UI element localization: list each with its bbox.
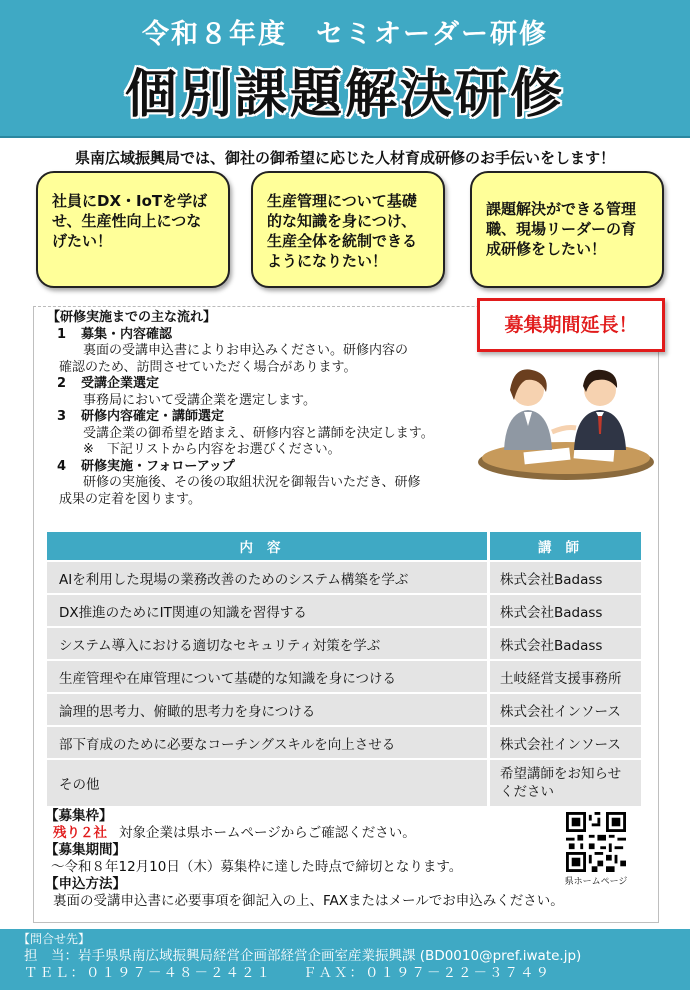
flow-step (47, 409, 487, 426)
flow-step-number: 4 (57, 458, 67, 474)
course-instructor: 株式会社インソース (487, 727, 641, 758)
contact-phone: ＴＥＬ：０１９７－４８－２４２１ ＦＡＸ：０１９７－２２－３７４９ (24, 965, 551, 981)
training-flow (47, 310, 487, 508)
need-bubble-dx: 社員にDX・IoTを学ばせ、生産性向上につなげたい！ (36, 171, 230, 288)
header-subtitle: 令和８年度 セミオーダー研修 (142, 19, 548, 50)
method-text: 裏面の受講申込書に必要事項を御記入の上、FAXまたはメールでお申込みください。 (53, 893, 564, 909)
need-bubble-production: 生産管理について基礎的な知識を身につけ、生産全体を統制できるようになりたい！ (251, 171, 445, 288)
quota-text: 対象企業は県ホームページからご確認ください。 (119, 825, 416, 841)
course-instructor: 土岐経営支援事務所 (487, 661, 641, 692)
flow-step (47, 376, 487, 393)
flow-step-note: ※ 下記リストから内容をお選びください。 (83, 442, 341, 457)
contact-footer (0, 929, 690, 990)
recruitment-info (45, 808, 645, 910)
table-header-content: 内容 (47, 532, 487, 560)
course-content: システム導入における適切なセキュリティ対策を学ぶ (47, 628, 487, 659)
method-heading: 【申込方法】 (45, 876, 126, 892)
flow-step (47, 459, 487, 476)
course-instructor: 株式会社インソース (487, 694, 641, 725)
flow-step-title: 募集・内容確認 (81, 326, 173, 342)
need-bubble-leadership: 課題解決ができる管理職、現場リーダーの育成研修をしたい！ (470, 171, 664, 288)
flow-step-body: 確認のため、訪問させていただく場合があります。 (59, 359, 357, 375)
meeting-illustration (470, 360, 658, 485)
remaining-slots: 残り２社 (53, 825, 107, 841)
quota-line (45, 825, 645, 842)
table-row (47, 562, 641, 593)
course-content: その他 (47, 760, 487, 806)
course-instructor: 希望講師をお知らせください (487, 760, 641, 806)
intro-text: 県南広域振興局では、御社の御希望に応じた人材育成研修のお手伝いをします！ (74, 149, 615, 167)
flow-step-number: 1 (57, 326, 67, 342)
flow-step-number: 2 (57, 376, 67, 391)
table-row (47, 628, 641, 659)
course-table (47, 530, 641, 808)
course-content: AIを利用した現場の業務改善のためのシステム構築を学ぶ (47, 562, 487, 593)
table-header-instructor: 講師 (487, 532, 641, 560)
period-heading: 【募集期間】 (45, 842, 126, 858)
qr-code[interactable] (566, 812, 626, 872)
flow-step-body: 裏面の受講申込書によりお申込みください。研修内容の (83, 343, 409, 358)
course-content: 生産管理や在庫管理について基礎的な知識を身につける (47, 661, 487, 692)
extension-notice: 募集期間延長！ (477, 298, 665, 352)
course-content: 部下育成のために必要なコーチングスキルを向上させる (47, 727, 487, 758)
quota-heading: 【募集枠】 (45, 808, 113, 824)
flow-step-body: 受講企業の御希望を踏まえ、研修内容と講師を決定します。 (83, 425, 434, 441)
table-row (47, 727, 641, 758)
flow-step (47, 327, 487, 344)
flow-heading: 【研修実施までの主な流れ】 (47, 310, 217, 325)
flow-step-body: 成果の定着を図ります。 (59, 491, 201, 507)
flow-step-title: 受講企業選定 (81, 376, 160, 391)
page-title: 個別課題解決研修 (124, 65, 565, 125)
course-instructor: 株式会社Badass (487, 562, 641, 593)
qr-caption: 県ホームページ (564, 877, 628, 887)
contact-person: 担 当：岩手県県南広域振興局経営企画部経営企画室産業振興課 (BD0010@pref.iwate.jp) (24, 948, 582, 964)
flow-step-title: 研修内容確定・講師選定 (81, 409, 225, 424)
table-row (47, 661, 641, 692)
course-instructor: 株式会社Badass (487, 595, 641, 626)
flow-step-body: 研修の実施後、その後の取組状況を御報告いただき、研修 (83, 475, 421, 490)
header-banner (0, 0, 690, 138)
course-instructor: 株式会社Badass (487, 628, 641, 659)
table-row (47, 595, 641, 626)
period-text: ～令和８年12月10日（木）募集枠に達した時点で締切となります。 (51, 859, 463, 875)
flow-step-body: 事務局において受講企業を選定します。 (83, 392, 316, 408)
contact-heading: 【問合せ先】 (18, 932, 91, 946)
course-content: 論理的思考力、俯瞰的思考力を身につける (47, 694, 487, 725)
table-row (47, 760, 641, 806)
flow-step-title: 研修実施・フォローアップ (81, 458, 235, 474)
flow-step-number: 3 (57, 409, 67, 424)
course-content: DX推進のためにIT関連の知識を習得する (47, 595, 487, 626)
table-row (47, 694, 641, 725)
